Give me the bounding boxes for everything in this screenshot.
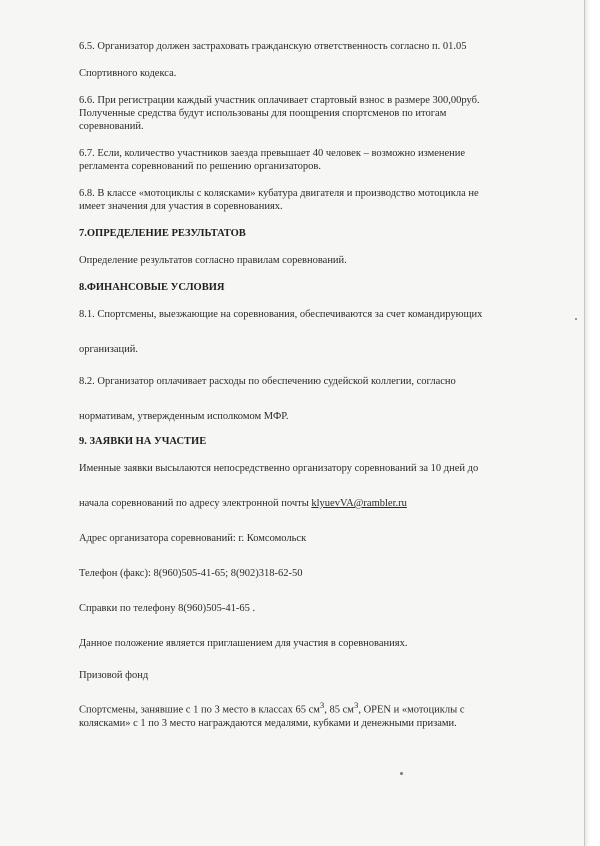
- section-9-heading: 9. ЗАЯВКИ НА УЧАСТИЕ: [79, 436, 207, 447]
- email-link[interactable]: klyuevVA@rambler.ru: [311, 498, 407, 509]
- paragraph-6-6-line-2: Полученные средства будут использованы для поощрения спортсменов по итогам: [79, 108, 447, 119]
- applications-line-2: [79, 497, 554, 510]
- prize-text-part-a: Спортсмены, занявшие с 1 по 3 место в классах 65 см: [79, 704, 320, 716]
- info-phone: Справки по телефону 8(960)505-41-65 .: [79, 603, 256, 614]
- applications-line-1: Именные заявки высылаются непосредственно организатору соревнований за 10 дней до: [79, 463, 479, 474]
- paragraph-6-8-line-2: имеет значения для участия в соревнованиях.: [79, 201, 283, 212]
- scan-speck: [575, 318, 577, 320]
- invitation-text: Данное положение является приглашением для участия в соревнованиях.: [79, 638, 408, 649]
- paragraph-8-2-line-1: 8.2. Организатор оплачивает расходы по обеспечению судейской коллегии, согласно: [79, 376, 456, 387]
- prize-fund-title: Призовой фонд: [79, 670, 149, 681]
- superscript-b: 3: [353, 700, 359, 710]
- applications-line-2-prefix: начала соревнований по адресу электронной почты: [79, 498, 312, 509]
- phone-fax: Телефон (факс): 8(960)505-41-65; 8(902)318-62-50: [79, 568, 303, 579]
- prize-text-line-1: [79, 699, 554, 717]
- section-7-heading: 7.ОПРЕДЕЛЕНИЕ РЕЗУЛЬТАТОВ: [79, 228, 246, 239]
- prize-text-part-b: , 85 см: [324, 704, 354, 716]
- scan-speck: [400, 772, 403, 775]
- paragraph-8-2-line-2: нормативам, утвержденным исполкомом МФР.: [79, 411, 289, 422]
- paragraph-6-5-line-2: Спортивного кодекса.: [79, 68, 177, 79]
- superscript-a: 3: [319, 700, 325, 710]
- paragraph-6-6-line-3: соревнований.: [79, 121, 144, 132]
- document-body: [79, 40, 554, 730]
- prize-text-line-2: колясками» с 1 по 3 место награждаются медалями, кубками и денежными призами.: [79, 717, 457, 729]
- paragraph-6-6-line-1: 6.6. При регистрации каждый участник оплачивает стартовый взнос в размере 300,00руб.: [79, 95, 480, 106]
- paragraph-6-7-line-2: регламента соревнований по решению организаторов.: [79, 161, 322, 172]
- paragraph-6-7-line-1: 6.7. Если, количество участников заезда превышает 40 человек – возможно изменение: [79, 148, 466, 159]
- paragraph-8-1-line-1: 8.1. Спортсмены, выезжающие на соревнования, обеспечиваются за счет командирующих: [79, 309, 483, 320]
- section-7-text: Определение результатов согласно правилам соревнований.: [79, 255, 347, 266]
- prize-text-part-c: , OPEN и «мотоциклы с: [358, 704, 465, 716]
- paragraph-8-1-line-2: организаций.: [79, 344, 138, 355]
- paragraph-6-8-line-1: 6.8. В классе «мотоциклы с колясками» кубатура двигателя и производство мотоцикла не: [79, 188, 479, 199]
- organizer-address: Адрес организатора соревнований: г. Комсомольск: [79, 533, 307, 544]
- section-8-heading: 8.ФИНАНСОВЫЕ УСЛОВИЯ: [79, 282, 225, 293]
- paragraph-6-5-line-1: 6.5. Организатор должен застраховать гражданскую ответственность согласно п. 01.05: [79, 41, 467, 52]
